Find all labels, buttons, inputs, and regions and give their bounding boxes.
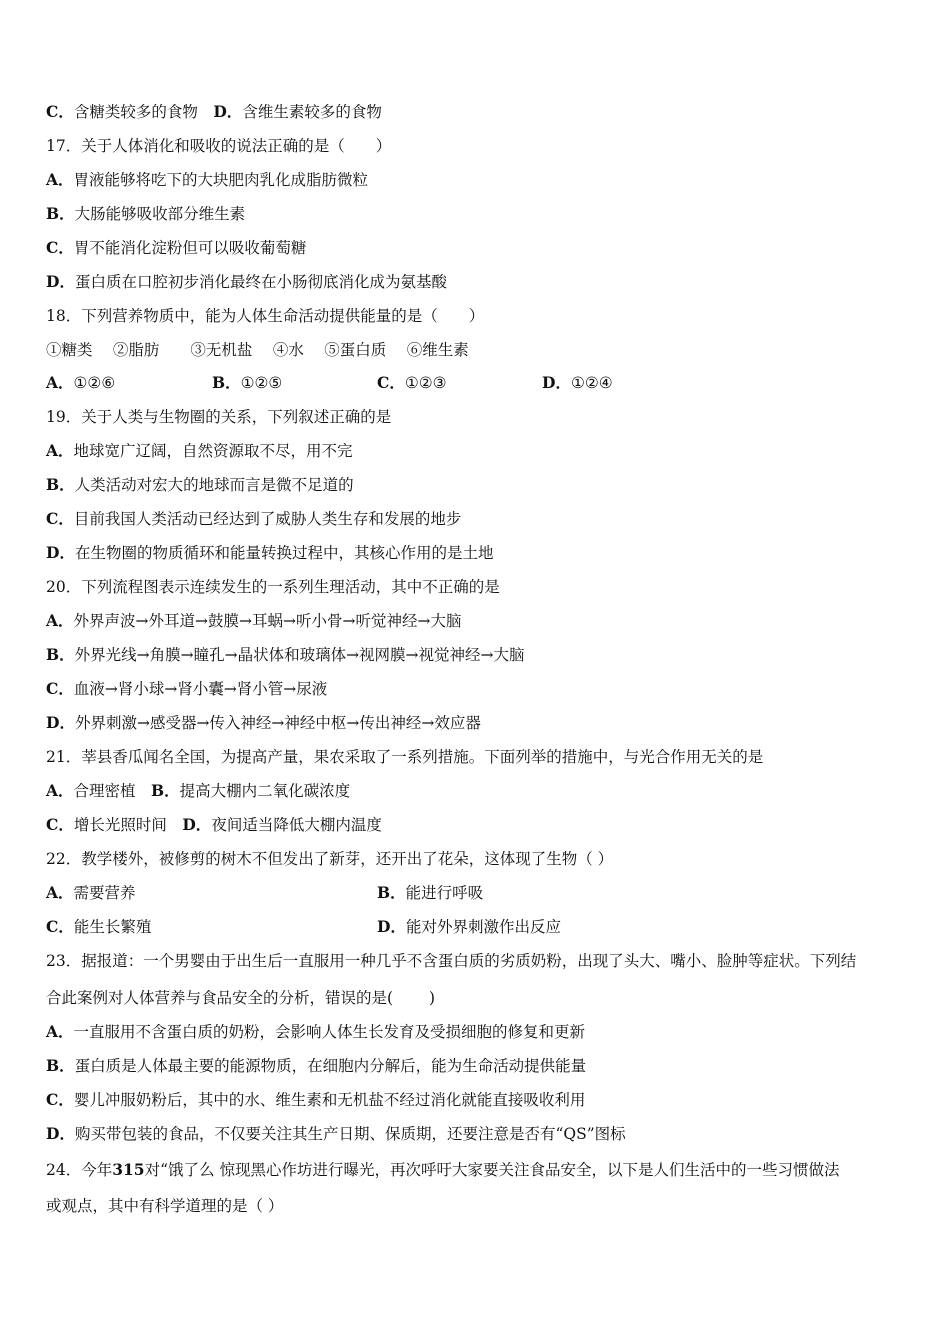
text-line [46,1090,916,1110]
option-label: A． [46,1022,74,1041]
option-label: C． [46,815,74,834]
option-column [377,883,483,903]
text-line [46,988,916,1008]
text-line [46,781,916,801]
text-segment: 婴儿冲服奶粉后，其中的水、维生素和无机盐不经过消化就能直接吸收利用 [73,1091,586,1109]
text-line [46,340,916,360]
option-label: B． [46,204,75,223]
text-segment: 需要营养 [73,884,136,902]
option-label: D． [542,373,571,392]
text-segment: 含维生素较多的食物 [242,103,382,121]
text-segment: 在生物圈的物质循环和能量转换过程中，其核心作用的是土地 [74,544,494,562]
text-segment: 17．关于人体消化和吸收的说法正确的是（ ） [46,137,392,155]
text-line [46,441,916,461]
text-line [46,883,916,903]
text-segment: 合理密植 [73,782,152,800]
text-line [46,204,916,224]
option-label: C． [377,373,405,392]
option-label: D． [377,917,406,936]
option-label: C． [46,917,74,936]
text-line [46,272,916,292]
text-line [46,917,916,937]
text-segment: 22．教学楼外，被修剪的树木不但发出了新芽，还开出了花朵，这体现了生物（ ） [46,850,614,868]
text-line [46,102,916,122]
text-segment: 能生长繁殖 [73,918,152,936]
option-label: D． [46,543,75,562]
text-line [46,951,916,971]
text-segment: 蛋白质是人体最主要的能源物质，在细胞内分解后，能为生命活动提供能量 [74,1057,587,1075]
text-segment: 一直服用不含蛋白质的奶粉，会影响人体生长发育及受损细胞的修复和更新 [73,1023,586,1041]
text-line [46,747,916,767]
option-column [46,883,136,903]
text-line [46,713,916,733]
option-label: 315 [112,1160,145,1179]
text-segment: 胃不能消化淀粉但可以吸收葡萄糖 [73,239,307,257]
text-segment: 外界刺激→感受器→传入神经→神经中枢→传出神经→效应器 [74,714,481,732]
text-line [46,679,916,699]
text-line [46,645,916,665]
option-label: D． [182,815,212,834]
text-line [46,1124,916,1144]
text-line [46,509,916,529]
text-segment: 外界光线→角膜→瞳孔→晶状体和玻璃体→视网膜→视觉神经→大脑 [74,646,525,664]
option-column [212,373,282,393]
text-segment: 购买带包装的食品，不仅要关注其生产日期、保质期，还要注意是否有“QS”图标 [74,1125,626,1143]
option-column [377,373,447,393]
text-line [46,407,916,427]
text-segment: ①②⑤ [240,374,283,392]
text-line [46,1160,916,1180]
option-column [542,373,613,393]
text-line [46,238,916,258]
option-column [46,917,151,937]
text-segment: 19．关于人类与生物圈的关系，下列叙述正确的是 [46,408,392,426]
option-label: D． [46,713,75,732]
option-label: A． [46,441,74,460]
option-label: C． [46,509,74,528]
text-segment: ①糖类 ②脂肪 ③无机盐 ④水 ⑤蛋白质 ⑥维生素 [46,341,469,359]
text-segment: 23．据报道：一个男婴由于出生后一直服用一种几乎不含蛋白质的劣质奶粉，出现了头大、嘴小、脸肿等症状。下列结 [46,952,857,970]
option-label: A． [46,883,74,902]
text-segment: 21．莘县香瓜闻名全国，为提高产量，果农采取了一系列措施。下面列举的措施中，与光合作用无关的是 [46,748,764,766]
option-column [46,373,115,393]
text-segment: 人类活动对宏大的地球而言是微不足道的 [74,476,354,494]
text-line [46,543,916,563]
text-segment: ①②⑥ [73,374,116,392]
option-label: B． [377,883,406,902]
text-segment: 增长光照时间 [73,816,183,834]
option-label: B． [46,645,75,664]
text-segment: 18．下列营养物质中，能为人体生命活动提供能量的是（ ） [46,307,485,325]
option-label: B． [46,475,75,494]
option-label: A． [46,611,74,630]
text-segment: 血液→肾小球→肾小囊→肾小管→尿液 [73,680,328,698]
text-line [46,577,916,597]
text-segment: 或观点，其中有科学道理的是（ ） [46,1197,284,1215]
text-line [46,1022,916,1042]
option-label: A． [46,781,74,800]
text-segment: 24．今年 [46,1161,113,1179]
text-line [46,170,916,190]
option-label: B． [151,781,180,800]
option-column [377,917,561,937]
text-segment: 含糖类较多的食物 [73,103,214,121]
text-segment: 蛋白质在口腔初步消化最终在小肠彻底消化成为氨基酸 [74,273,447,291]
option-label: D． [46,272,75,291]
text-line [46,1196,916,1216]
text-segment: 大肠能够吸收部分维生素 [74,205,246,223]
text-segment: 夜间适当降低大棚内温度 [211,816,382,834]
option-label: C． [46,679,74,698]
option-label: A． [46,373,74,392]
text-line [46,611,916,631]
text-segment: 对“饿了么 惊现黑心作坊进行曝光，再次呼吁大家要关注食品安全，以下是人们生活中的一些习惯做法 [144,1161,840,1179]
text-line [46,849,916,869]
text-line [46,373,916,393]
text-line [46,306,916,326]
text-segment: 能进行呼吸 [405,884,484,902]
text-segment: 提高大棚内二氧化碳浓度 [179,782,351,800]
option-label: B． [212,373,241,392]
option-label: D． [213,102,243,121]
text-segment: 合此案例对人体营养与食品安全的分析，错误的是( ) [46,989,436,1007]
text-segment: 地球宽广辽阔，自然资源取不尽，用不完 [73,442,353,460]
text-segment: 胃液能够将吃下的大块肥肉乳化成脂肪微粒 [73,171,369,189]
text-segment: 能对外界刺激作出反应 [405,918,561,936]
text-line [46,815,916,835]
text-line [46,1056,916,1076]
text-segment: ①②③ [404,374,447,392]
option-label: D． [46,1124,75,1143]
text-segment: ①②④ [570,374,613,392]
option-label: B． [46,1056,75,1075]
text-line [46,475,916,495]
text-segment: 20．下列流程图表示连续发生的一系列生理活动，其中不正确的是 [46,578,500,596]
text-segment: 目前我国人类活动已经达到了威胁人类生存和发展的地步 [73,510,462,528]
text-segment: 外界声波→外耳道→鼓膜→耳蜗→听小骨→听觉神经→大脑 [73,612,462,630]
option-label: C． [46,1090,74,1109]
text-line [46,136,916,156]
option-label: C． [46,102,74,121]
option-label: A． [46,170,74,189]
option-label: C． [46,238,74,257]
